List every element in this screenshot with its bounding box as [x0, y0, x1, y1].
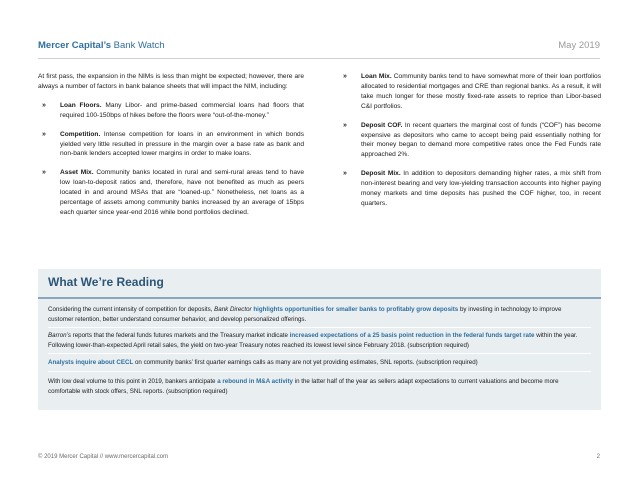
- page-header: [38, 40, 600, 56]
- chevron-bullet-icon: »: [343, 121, 347, 129]
- bullet-deposit-cof: [339, 121, 601, 161]
- bullet-text: In recent quarters the marginal cost of funds (“COF”) has become expensive as depositors who came to accept being paid essentially nothing for their money began to demand more competitive rates once the Fed Funds rate approached 2%.: [361, 121, 601, 159]
- chevron-bullet-icon: »: [343, 170, 347, 178]
- reading-item: Analysts inquire about CECL on community banks’ first quarter earnings calls as many are not yet providing estimates, SNL reports. (subscription required): [48, 359, 478, 366]
- article-link[interactable]: a rebound in M&A activity: [217, 378, 293, 385]
- bullet-text: Intense competition for loans in an environment in which bonds yielded very little resulted in pressure in the margin over a base rate as bank and non-bank lenders accepted lower margins in order to make loans.: [60, 130, 304, 158]
- footer-copyright: © 2019 Mercer Capital // www.mercercapital.com: [38, 454, 169, 460]
- bullet-text: Many Libor- and prime-based commercial loans had floors that required 100-150bps of hikes before the floors were “out-of-the-money.”: [60, 101, 305, 119]
- bullet-text: Community banks tend to have somewhat more of their loan portfolios allocated to residential mortgages and CRE than regional banks. As a result, it will take much longer for these mostly fixed-rate assets to reprice than Libor-based C&I portfolios.: [361, 73, 602, 110]
- bullet-loan-mix: [339, 72, 601, 112]
- source-name: Barron’s: [48, 332, 71, 339]
- header-divider: [38, 58, 600, 59]
- bullet-text: Community banks located in rural and semi-rural areas tend to have low loan-to-deposit ratios and, therefore, have not benefited as much as peers located in and around MSAs that are “loaned-up.” Nonetheless, net loans as a percentage of assets among community banks increased by an average of 15bps each quarter since year-end 2016 while bond portfolios declined.: [60, 169, 304, 216]
- brand-name: Mercer Capital’s: [38, 40, 112, 51]
- reading-item: Barron’s reports that the federal funds futures markets and the Treasury market indicate increased expectations of a 25 basis point reduction in the federal funds target rate within the year. Following lower-than-expected April retail sales, the yield on two-year Treasury notes reached its lowest level since February 2018. (subscription required): [48, 332, 578, 349]
- bullet-loan-floors: [38, 101, 304, 121]
- chevron-bullet-icon: »: [42, 169, 46, 177]
- reading-box: [38, 269, 601, 410]
- issue-date: May 2019: [558, 40, 600, 51]
- chevron-bullet-icon: »: [42, 130, 46, 138]
- reading-box-header: [38, 269, 601, 296]
- intro-paragraph: At first pass, the expansion in the NIMs is less than might be expected; however, there are always a number of factors in bank balance sheets that will impact the NIM, including:: [38, 73, 304, 90]
- page-number: 2: [596, 454, 600, 460]
- chevron-bullet-icon: »: [42, 101, 46, 109]
- item-divider: [48, 371, 591, 372]
- right-column: [339, 72, 601, 218]
- bullet-competition: [38, 130, 304, 160]
- item-divider: [48, 353, 591, 354]
- bullet-title: Deposit COF.: [361, 121, 403, 129]
- bullet-title: Loan Mix.: [361, 73, 392, 80]
- article-link[interactable]: highlights opportunities for smaller banks to profitably grow deposits: [253, 306, 459, 313]
- article-link[interactable]: increased expectations of a 25 basis point reduction in the federal funds target rate: [289, 332, 535, 339]
- chevron-bullet-icon: »: [343, 73, 347, 80]
- bullet-title: Deposit Mix.: [361, 170, 401, 178]
- source-name: Bank Director: [214, 306, 252, 313]
- bullet-title: Loan Floors.: [60, 101, 102, 109]
- item-divider: [48, 327, 591, 328]
- reading-item: With low deal volume to this point in 2019, bankers anticipate a rebound in M&A activity in the latter half of the year as sellers adapt expectations to current valuations and become more comfortable with stock offers, SNL reports. (subscription required): [48, 378, 559, 395]
- reading-item: Considering the current intensity of competition for deposits, Bank Director highlights opportunities for smaller banks to profitably grow deposits by investing in technology to improve customer retention, better understand consumer behavior, and develop personalized offerings.: [48, 306, 562, 323]
- bullet-asset-mix: [38, 168, 304, 218]
- bullet-deposit-mix: [339, 169, 601, 209]
- brand-title: [38, 40, 165, 51]
- bullet-title: Competition.: [60, 130, 101, 138]
- reading-box-divider: [38, 297, 601, 299]
- bullet-title: Asset Mix.: [60, 169, 94, 177]
- left-column: [38, 72, 304, 227]
- publication-name: Bank Watch: [111, 40, 165, 51]
- bullet-text: In addition to depositors demanding higher rates, a mix shift from non-interest bearing and very low-yielding transaction accounts into higher paying money markets and time deposits has pushed the COF higher, too, in recent quarters.: [361, 170, 601, 207]
- article-link[interactable]: Analysts inquire about CECL: [48, 359, 134, 366]
- reading-box-title: What We’re Reading: [48, 275, 164, 289]
